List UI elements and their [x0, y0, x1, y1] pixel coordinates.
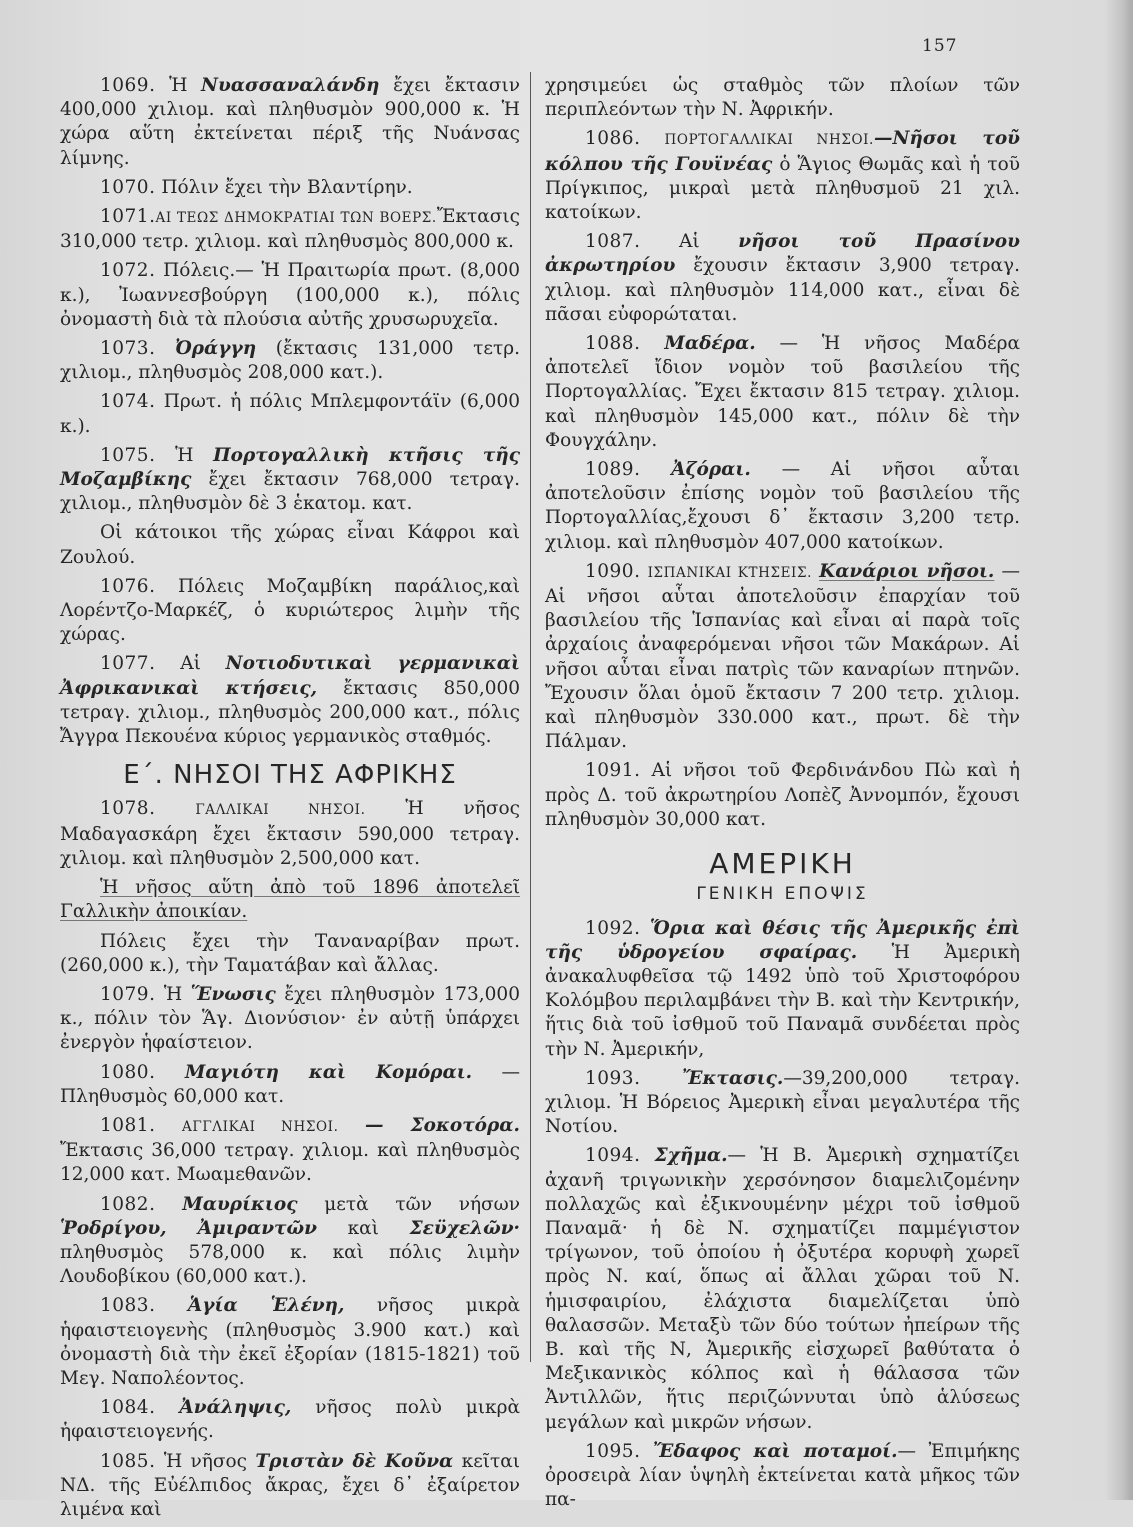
section-heading: Ε΄. ΝΗΣΟΙ ΤΗΣ ΑΦΡΙΚΗΣ	[123, 760, 457, 791]
paragraph-1079: 1079. Ἡ Ἕνωσις ἔχει πληθυσμὸν 173,000 κ., πόλιν τὸν Ἅγ. Διονύσιον· ἐν αὐτῇ ὑπάρχει ἐνεργὸν ἡφαίστειον.	[60, 983, 520, 1054]
paragraph-1076: 1076. Πόλεις Μοζαμβίκη παράλιος,καὶ Λορέντζο-Μαρκέζ, ὁ κυριώτερος λιμὴν τῆς χώρας.	[60, 575, 520, 646]
paragraph-1094: 1094. Σχῆμα.— Ἡ Β. Ἀμερικὴ σχηματίζει ἀχανῆ τριγωνικὴν χερσόνησον διαμελιζομένην πολλαχῶς καὶ ἐξικνουμένην μέχρι τοῦ ἰσθμοῦ Παναμᾶ· ἡ δὲ Ν. σχηματίζει παμμέγιστον τρίγωνον, τοῦ ὁποίου ἡ ὀξυτέρα κορυφὴ χωρεῖ πρὸς Ν. καί, ὅπως αἱ ἄλλαι χῶραι τοῦ Ν. ἡμισφαιρίου, ἐλάχιστα διαμελίζεται ὑπὸ θαλασσῶν. Μεταξὺ τῶν δύο τούτων ἠπείρων τῆς Β. καὶ τῆς Ν, Ἀμερικῆς εἰσχωρεῖ βαθύτατα ὁ Μεξικανικὸς κόλπος καὶ ἡ θάλασσα τῶν Ἀντιλλῶν, ἥτις περιζώννυται ὑπὸ ἁλύσεως μεγάλων καὶ μικρῶν νήσων.	[545, 1145, 1020, 1433]
paragraph-1069: 1069. Ἡ Νυασσαναλάνδη ἔχει ἔκτασιν 400,000 χιλιομ. καὶ πληθυσμὸν 900,000 κ. Ἡ χώρα αὕτη ἐκτείνεται πέριξ τῆς Νυάνσας λίμνης.	[60, 75, 520, 169]
entry-name: Ὀράγγη	[175, 338, 257, 360]
america-heading: ΑΜΕΡΙΚΗ	[709, 847, 856, 881]
paragraph-1075: 1075. Ἡ Πορτογαλλικὴ κτῆσις τῆς Μοζαμβίκης ἔχει ἔκτασιν 768,000 τετραγ. χιλιομ., πληθυσμὸν δὲ 3 ἑκατομ. κατ.	[60, 444, 520, 515]
paragraph-1082: 1082. Μαυρίκιος μετὰ τῶν νήσων Ῥοδρίγου, Ἀμιραντῶν καὶ Σεϋχελῶν· πληθυσμὸς 578,000 κ. καὶ πόλις λιμὴν Λουδοβίκου (60,000 κατ.).	[60, 1193, 521, 1288]
entry-name: Τριστὰν δὲ Κοῦνα	[255, 1450, 454, 1472]
paragraph-1085-cont: χρησιμεύει ὡς σταθμὸς τῶν πλοίων τῶν περιπλεόντων τὴν Ν. Ἀφρικήν.	[545, 75, 1020, 121]
paragraph-1078-cont: Ἡ νῆσος αὕτη ἀπὸ τοῦ 1896 ἀποτελεῖ Γαλλικὴν ἀποικίαν.	[60, 877, 520, 923]
entry-heading: ΓΑΛΛΙΚΑΙ ΝΗΣΟΙ.	[195, 802, 366, 819]
entry-name: Ἁγία Ἑλένη,	[187, 1295, 345, 1317]
entry-name: — Σοκοτόρα.	[365, 1114, 520, 1136]
paragraph-1093: 1093. Ἔκτασις.—39,200,000 τετραγ. χιλιομ. Ἡ Βόρειος Ἀμερικὴ εἶναι μεγαλυτέρα τῆς Νοτίου.	[545, 1067, 1020, 1138]
entry-name: Ἀζόραι.	[671, 459, 751, 481]
entry-name: Μαδέρα.	[664, 333, 756, 355]
paragraph-1088: 1088. Μαδέρα. — Ἡ νῆσος Μαδέρα ἀποτελεῖ ἴδιον νομὸν τοῦ βασιλείου τῆς Πορτογαλλίας. Ἔχει ἔκτασιν 815 τετραγ. χιλιομ. καὶ πληθυσμὸν 145,000 κατ., πόλιν δὲ τὴν Φουγχάλην.	[545, 333, 1021, 451]
paragraph-1074: 1074. Πρωτ. ἡ πόλις Μπλεμφοντάϊν (6,000 κ.).	[60, 391, 520, 437]
paragraph-1078-cont2: Πόλεις ἔχει τὴν Ταναναρίβαν πρωτ. (260,000 κ.), τὴν Ταματάβαν καὶ ἄλλας.	[60, 930, 520, 976]
right-column	[545, 74, 1020, 1517]
entry-name: Ἀνάληψις,	[179, 1397, 292, 1419]
paragraph-1080: 1080. Μαγιότη καὶ Κομόραι. — Πληθυσμὸς 60,000 κατ.	[60, 1061, 520, 1107]
entry-heading: ΑΙ ΤΕΩΣ ΔΗΜΟΚΡΑΤΙΑΙ ΤΩΝ ΒΟΕΡΣ.	[155, 210, 437, 227]
column-divider	[530, 72, 531, 1362]
page-number: 157	[922, 36, 958, 56]
paragraph-1089: 1089. Ἀζόραι. — Αἱ νῆσοι αὗται ἀποτελοῦσιν ἐπίσης νομὸν τοῦ βασιλείου τῆς Πορτογαλλίας,ἔχουσι δ᾽ ἔκτασιν 3,200 τετρ. χιλιομ. καὶ πληθυσμὸν 407,000 κατοίκων.	[545, 459, 1020, 553]
entry-name: Πορτογαλλικὴ κτῆσις τῆς Μοζαμβίκης	[60, 444, 520, 491]
paragraph-1085: 1085. Ἡ νῆσος Τριστὰν δὲ Κοῦνα κεῖται ΝΔ. τῆς Εὐέλπιδος ἄκρας, ἔχει δ᾽ ἐξαίρετον λιμένα καὶ	[60, 1450, 521, 1520]
paragraph-1087: 1087. Αἱ νῆσοι τοῦ Πρασίνου ἀκρωτηρίου ἔχουσιν ἔκτασιν 3,900 τετραγ. χιλιομ. καὶ πληθυσμὸν 114,000 κατ., εἶναι δὲ πᾶσαι εὐφορώταται.	[545, 231, 1020, 325]
paragraph-1090: 1090. ΙΣΠΑΝΙΚΑΙ ΚΤΗΣΕΙΣ. Κανάριοι νῆσοι. — Αἱ νῆσοι αὗται ἀποτελοῦσιν ἐπαρχίαν τοῦ βασιλείου τῆς Ἱσπανίας καὶ εἶναι αἱ παρὰ τοῖς ἀρχαίοις ἀναφερόμεναι νῆσοι τῶν Μακάρων. Αἱ νῆσοι αὗται εἶναι πατρὶς τῶν καναρίων πτηνῶν. Ἔχουσιν ὅλαι ὁμοῦ ἔκτασιν 7 200 τετρ. χιλιομ. καὶ πληθυσμὸν 330.000 κατ., πρωτ. δὲ τὴν Πάλμαν.	[545, 560, 1020, 753]
paragraph-1073: 1073. Ὀράγγη (ἔκτασις 131,000 τετρ. χιλιομ., πληθυσμὸς 208,000 κατ.).	[60, 338, 520, 384]
paragraph-1092: 1092. Ὅρια καὶ θέσις τῆς Ἀμερικῆς ἐπὶ τῆς ὑδρογείου σφαίρας. Ἡ Ἀμερικὴ ἀνακαλυφθεῖσα τῷ 1492 ὑπὸ τοῦ Χριστοφόρου Κολόμβου περιλαμβάνει τὴν Β. καὶ τὴν Κεντρικήν, ἥτις διὰ τοῦ ἰσθμοῦ τοῦ Παναμᾶ συνδέεται πρὸς τὴν Ν. Ἀμερικήν,	[545, 917, 1021, 1060]
paragraph-1077: 1077. Αἱ Νοτιοδυτικαὶ γερμανικαὶ Ἀφρικανικαὶ κτήσεις, ἔκτασις 850,000 τετραγ. χιλιομ., πληθυσμὸς 200,000 κατ., πόλις Ἄγγρα Πεκουένα κύριος γερμανικὸς σταθμός.	[60, 653, 521, 748]
paragraph-1070: 1070. Πόλιν ἔχει τὴν Βλαντίρην.	[100, 176, 413, 198]
paragraph-1091: 1091. Αἱ νῆσοι τοῦ Φερδινάνδου Πὼ καὶ ἡ πρὸς Δ. τοῦ ἀκρωτηρίου Λοπὲζ Ἀννομπόν, ἔχουσι πληθυσμὸν 30,000 κατ.	[545, 760, 1020, 830]
entry-name: Σεϋχελῶν·	[409, 1217, 521, 1239]
paragraph-1095: 1095. Ἔδαφος καὶ ποταμοί.— Ἐπιμήκης ὀροσειρὰ λίαν ὑψηλὴ ἐκτείνεται κατὰ μῆκος τῶν πα-	[545, 1440, 1020, 1511]
paragraph-1075-cont: Οἱ κάτοικοι τῆς χώρας εἶναι Κάφροι καὶ Ζουλού.	[60, 522, 520, 568]
paragraph-1072: 1072. Πόλεις.— Ἡ Πραιτωρία πρωτ. (8,000 κ.), Ἰωαννεσβούργη (100,000 κ.), πόλις ὀνομαστὴ διὰ τὰ πλούσια αὐτῆς χρυσωρυχεῖα.	[60, 260, 520, 330]
paragraph-1081: 1081. ΑΓΓΛΙΚΑΙ ΝΗΣΟΙ. — Σοκοτόρα. Ἔκτασις 36,000 τετραγ. χιλιομ. καὶ πληθυσμὸς 12,000 κατ. Μωαμεθανῶν.	[60, 1114, 520, 1186]
entry-name: Ὅρια καὶ θέσις τῆς Ἀμερικῆς ἐπὶ τῆς ὑδρογείου σφαίρας.	[545, 917, 1020, 963]
entry-name: Μαυρίκιος	[182, 1193, 298, 1215]
entry-name: Ῥοδρίγου, Ἀμιραντῶν	[60, 1217, 317, 1239]
america-subheading: ΓΕΝΙΚΗ ΕΠΟΨΙΣ	[696, 884, 869, 905]
entry-name: Ἔδαφος καὶ ποταμοί.	[653, 1440, 898, 1462]
paragraph-1078: 1078. ΓΑΛΛΙΚΑΙ ΝΗΣΟΙ. Ἡ νῆσος Μαδαγασκάρη ἔχει ἔκτασιν 590,000 τετραγ. χιλιομ. καὶ πληθυσμὸν 2,500,000 κατ.	[60, 798, 520, 869]
paragraph-1086: 1086. ΠΟΡΤΟΓΑΛΛΙΚΑΙ ΝΗΣΟΙ.—Νῆσοι τοῦ κόλπου τῆς Γουϊνέας ὁ Ἅγιος Θωμᾶς καὶ ἡ τοῦ Πρίγκιπος, μικραὶ μετὰ πληθυσμοῦ 21 χιλ. κατοίκων.	[545, 128, 1021, 224]
entry-name: Μαγιότη καὶ Κομόραι.	[184, 1061, 473, 1083]
paragraph-1083: 1083. Ἁγία Ἑλένη, νῆσος μικρὰ ἡφαιστειογενὴς (πληθυσμὸς 3.900 κατ.) καὶ ὀνομαστὴ διὰ τὴν ἐκεῖ ἐξορίαν (1815-1821) τοῦ Μεγ. Ναπολέοντος.	[60, 1295, 520, 1389]
entry-name: Ἔκτασις.	[682, 1067, 784, 1089]
entry-name: Σχῆμα.	[654, 1145, 728, 1167]
entry-heading: ΠΟΡΤΟΓΑΛΛΙΚΑΙ ΝΗΣΟΙ.	[664, 132, 874, 149]
entry-name: νῆσοι τοῦ Πρασίνου ἀκρωτηρίου	[545, 231, 1020, 277]
entry-name: Κανάριοι νῆσοι.	[819, 560, 995, 582]
paragraph-1084: 1084. Ἀνάληψις, νῆσος πολὺ μικρὰ ἡφαιστειογενής.	[60, 1397, 520, 1443]
entry-name: Νοτιοδυτικαὶ γερμανικαὶ Ἀφρικανικαὶ κτήσεις,	[60, 653, 520, 699]
entry-name: —Νῆσοι τοῦ κόλπου τῆς Γουϊνέας	[545, 128, 1021, 175]
entry-heading: ΙΣΠΑΝΙΚΑΙ ΚΤΗΣΕΙΣ.	[647, 564, 813, 581]
left-column	[60, 74, 520, 1527]
paragraph-1071: 1071.ΑΙ ΤΕΩΣ ΔΗΜΟΚΡΑΤΙΑΙ ΤΩΝ ΒΟΕΡΣ.Ἔκτασις 310,000 τετρ. χιλιομ. καὶ πληθυσμὸς 800,000 κ.	[60, 206, 520, 253]
entry-name: Ἕνωσις	[190, 983, 276, 1005]
entry-name: Νυασσαναλάνδη	[201, 75, 380, 96]
entry-heading: ΑΓΓΛΙΚΑΙ ΝΗΣΟΙ.	[182, 1118, 339, 1135]
page-edge-shadow	[1105, 0, 1133, 1500]
